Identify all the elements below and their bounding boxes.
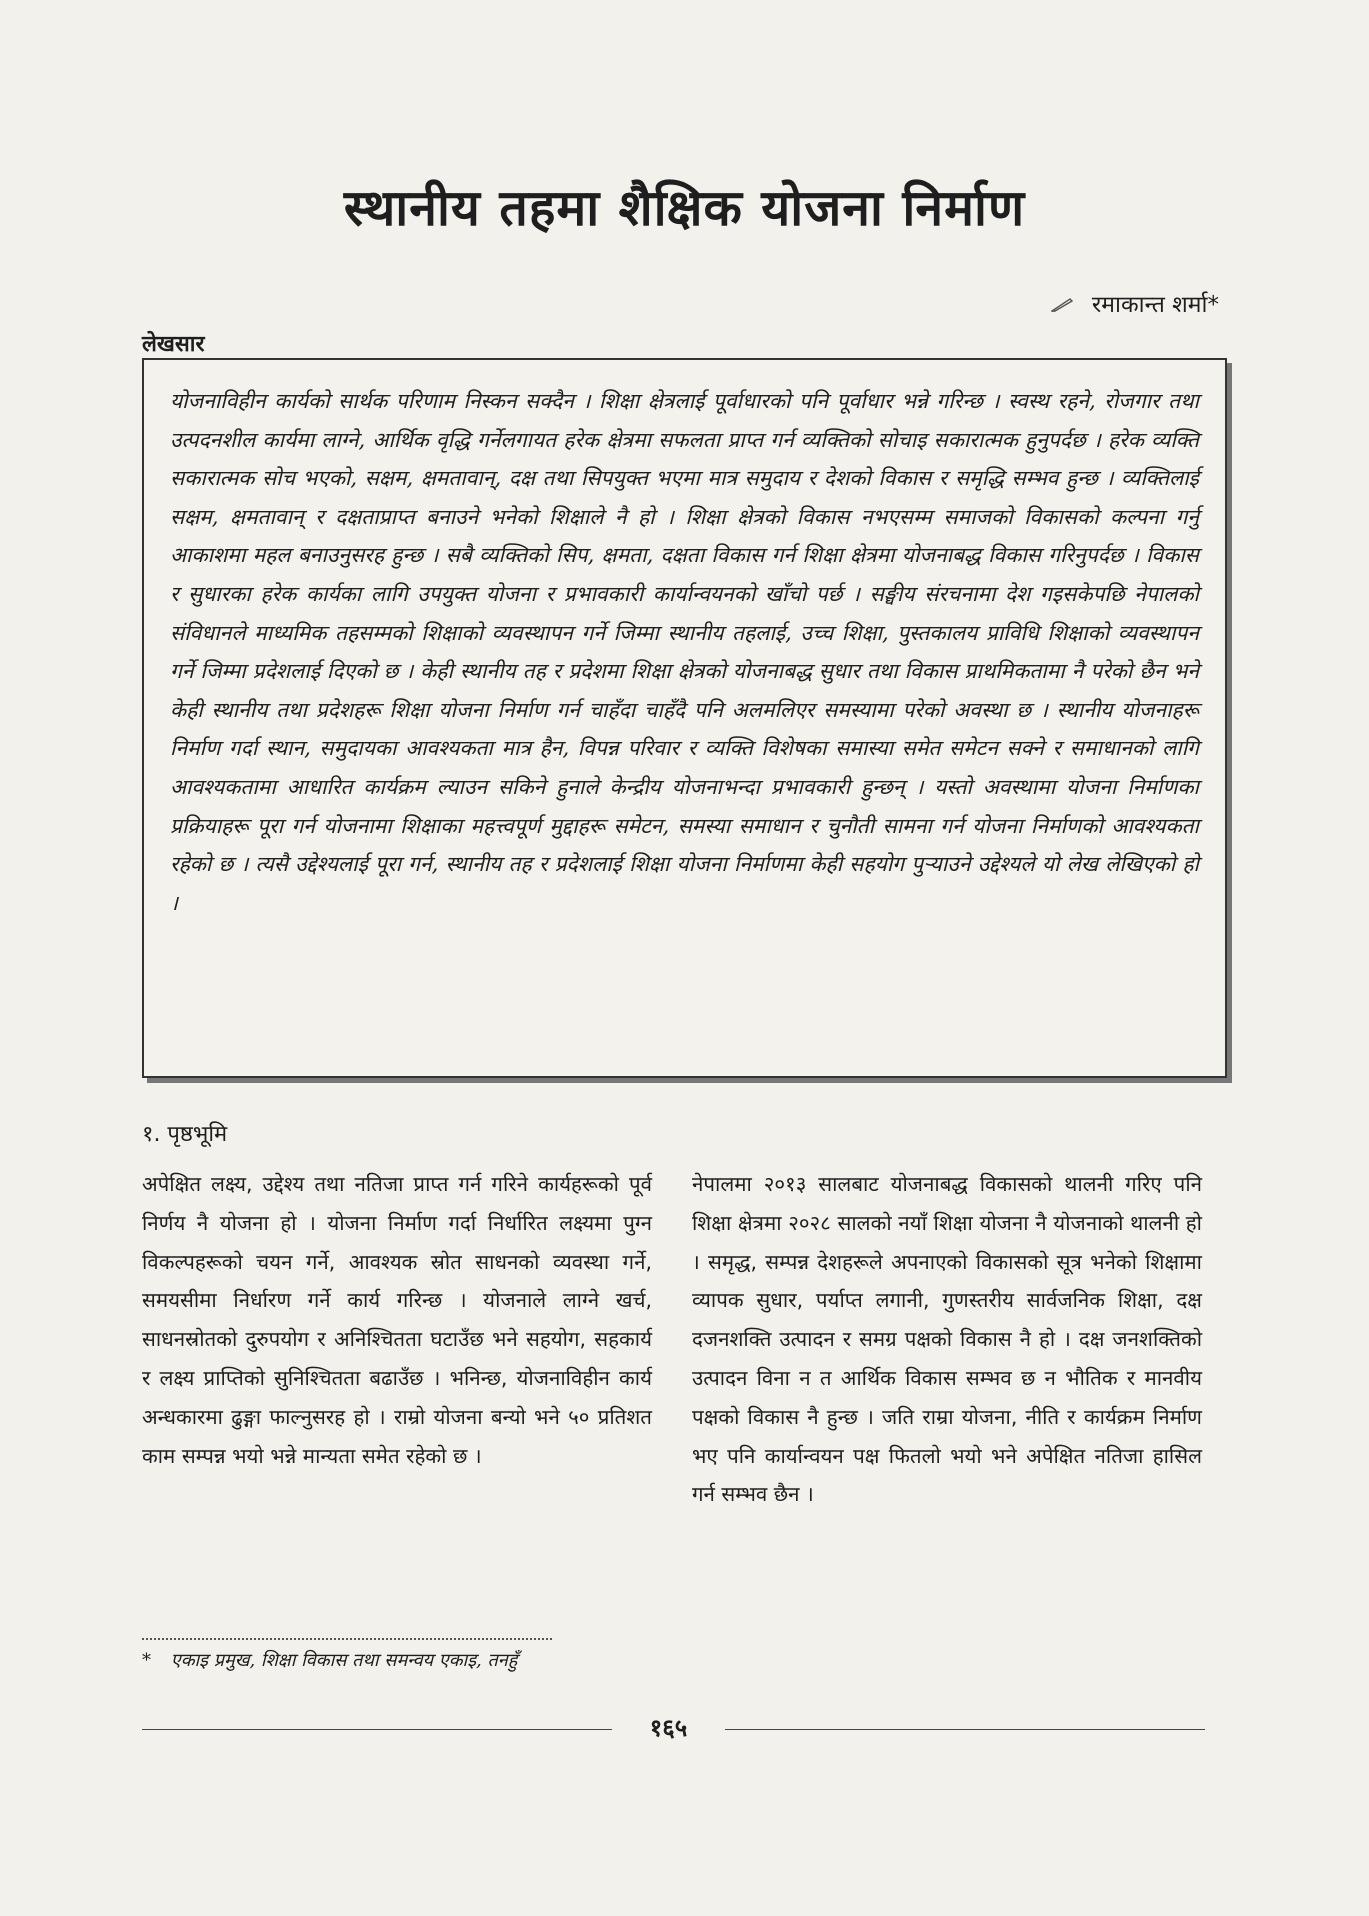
- abstract-box: [142, 358, 1227, 1078]
- page-rule-right: [725, 1729, 1205, 1730]
- section-heading: १. पृष्ठभूमि: [142, 1122, 228, 1147]
- page-title: स्थानीय तहमा शैक्षिक योजना निर्माण: [343, 179, 1026, 237]
- author-line: [1051, 287, 1219, 319]
- body-column-left: अपेक्षित लक्ष्य, उद्देश्य तथा नतिजा प्राप्त गर्न गरिने कार्यहरूको पूर्व निर्णय नै योजना हो । योजना निर्माण गर्दा निर्धारित लक्ष्यमा पुग्न विकल्पहरूको चयन गर्ने, आवश्यक स्रोत साधनको व्यवस्था गर्ने, समयसीमा निर्धारण गर्ने कार्य गरिन्छ । योजनाले लाग्ने खर्च, साधनस्रोतको दुरुपयोग र अनिश्चितता घटाउँछ भने सहयोग, सहकार्य र लक्ष्य प्राप्तिको सुनिश्चितता बढाउँछ । भनिन्छ, योजनाविहीन कार्य अन्धकारमा ढुङ्गा फाल्नुसरह हो । राम्रो योजना बन्यो भने ५० प्रतिशत काम सम्पन्न भयो भन्ने मान्यता समेत रहेको छ ।: [142, 1172, 652, 1468]
- abstract-text: योजनाविहीन कार्यको सार्थक परिणाम निस्कन सक्दैन । शिक्षा क्षेत्रलाई पूर्वाधारको पनि पूर्वाधार भन्ने गरिन्छ । स्वस्थ रहने, रोजगार तथा उत्पदनशील कार्यमा लाग्ने, आर्थिक वृद्धि गर्नेलगायत हरेक क्षेत्रमा सफलता प्राप्त गर्न व्यक्तिको सोचाइ सकारात्मक हुनुपर्दछ । हरेक व्यक्ति सकारात्मक सोच भएको, सक्षम, क्षमतावान्, दक्ष तथा सिपयुक्त भएमा मात्र समुदाय र देशको विकास र समृद्धि सम्भव हुन्छ । व्यक्तिलाई सक्षम, क्षमतावान् र दक्षताप्राप्त बनाउने भनेको शिक्षाले नै हो । शिक्षा क्षेत्रको विकास नभएसम्म समाजको विकासको कल्पना गर्नु आकाशमा महल बनाउनुसरह हुन्छ । सबै व्यक्तिको सिप, क्षमता, दक्षता विकास गर्न शिक्षा क्षेत्रमा योजनाबद्ध विकास गरिनुपर्दछ । विकास र सुधारका हरेक कार्यका लागि उपयुक्त योजना र प्रभावकारी कार्यान्वयनको खाँचो पर्छ । सङ्घीय संरचनामा देश गइसकेपछि नेपालको संविधानले माध्यमिक तहसम्मको शिक्षाको व्यवस्थापन गर्ने जिम्मा स्थानीय तहलाई, उच्च शिक्षा, पुस्तकालय प्राविधि शिक्षाको व्यवस्थापन गर्ने जिम्मा प्रदेशलाई दिएको छ । केही स्थानीय तह र प्रदेशमा शिक्षा क्षेत्रको योजनाबद्ध सुधार तथा विकास प्राथमिकतामा नै परेको छैन भने केही स्थानीय तथा प्रदेशहरू शिक्षा योजना निर्माण गर्न चाहँदा चाहँदै पनि अलमलिएर समस्यामा परेको अवस्था छ । स्थानीय योजनाहरू निर्माण गर्दा स्थान, समुदायका आवश्यकता मात्र हैन, विपन्न परिवार र व्यक्ति विशेषका समास्या समेत समेटन सक्ने र समाधानको लागि आवश्यकतामा आधारित कार्यक्रम ल्याउन सकिने हुनाले केन्द्रीय योजनाभन्दा प्रभावकारी हुन्छन् । यस्तो अवस्थामा योजना निर्माणका प्रक्रियाहरू पूरा गर्न योजनामा शिक्षाका महत्त्वपूर्ण मुद्दाहरू समेटन, समस्या समाधान र चुनौती सामना गर्न योजना निर्माणको आवश्यकता रहेको छ । त्यसै उद्देश्यलाई पूरा गर्न, स्थानीय तह र प्रदेशलाई शिक्षा योजना निर्माणमा केही सहयोग पुऱ्याउने उद्देश्यले यो लेख लेखिएको हो ।: [170, 389, 1199, 915]
- author-name: रमाकान्त शर्मा*: [1091, 292, 1219, 318]
- page-number: १६५: [649, 1714, 688, 1742]
- abstract-heading: लेखसार: [142, 332, 205, 357]
- footnote: [142, 1648, 517, 1672]
- footnote-text: एकाइ प्रमुख, शिक्षा विकास तथा समन्वय एकाइ, तनहुँ: [170, 1650, 518, 1671]
- pen-icon: [1051, 292, 1073, 318]
- page-rule-left: [142, 1729, 612, 1730]
- body-column-right: नेपालमा २०१३ सालबाट योजनाबद्ध विकासको थालनी गरिए पनि शिक्षा क्षेत्रमा २०२८ सालको नयाँ शिक्षा योजना नै योजनाको थालनी हो । समृद्ध, सम्पन्न देशहरूले अपनाएको विकासको सूत्र भनेको शिक्षामा व्यापक सुधार, पर्याप्त लगानी, गुणस्तरीय सार्वजनिक शिक्षा, दक्ष दजनशक्ति उत्पादन र समग्र पक्षको विकास नै हो । दक्ष जनशक्तिको उत्पादन विना न त आर्थिक विकास सम्भव छ न भौतिक र मानवीय पक्षको विकास नै हुन्छ । जति राम्रा योजना, नीति र कार्यक्रम निर्माण भए पनि कार्यान्वयन पक्ष फितलो भयो भने अपेक्षित नतिजा हासिल गर्न सम्भव छैन ।: [692, 1172, 1202, 1507]
- footnote-divider: [142, 1638, 552, 1640]
- footnote-mark: *: [142, 1650, 151, 1671]
